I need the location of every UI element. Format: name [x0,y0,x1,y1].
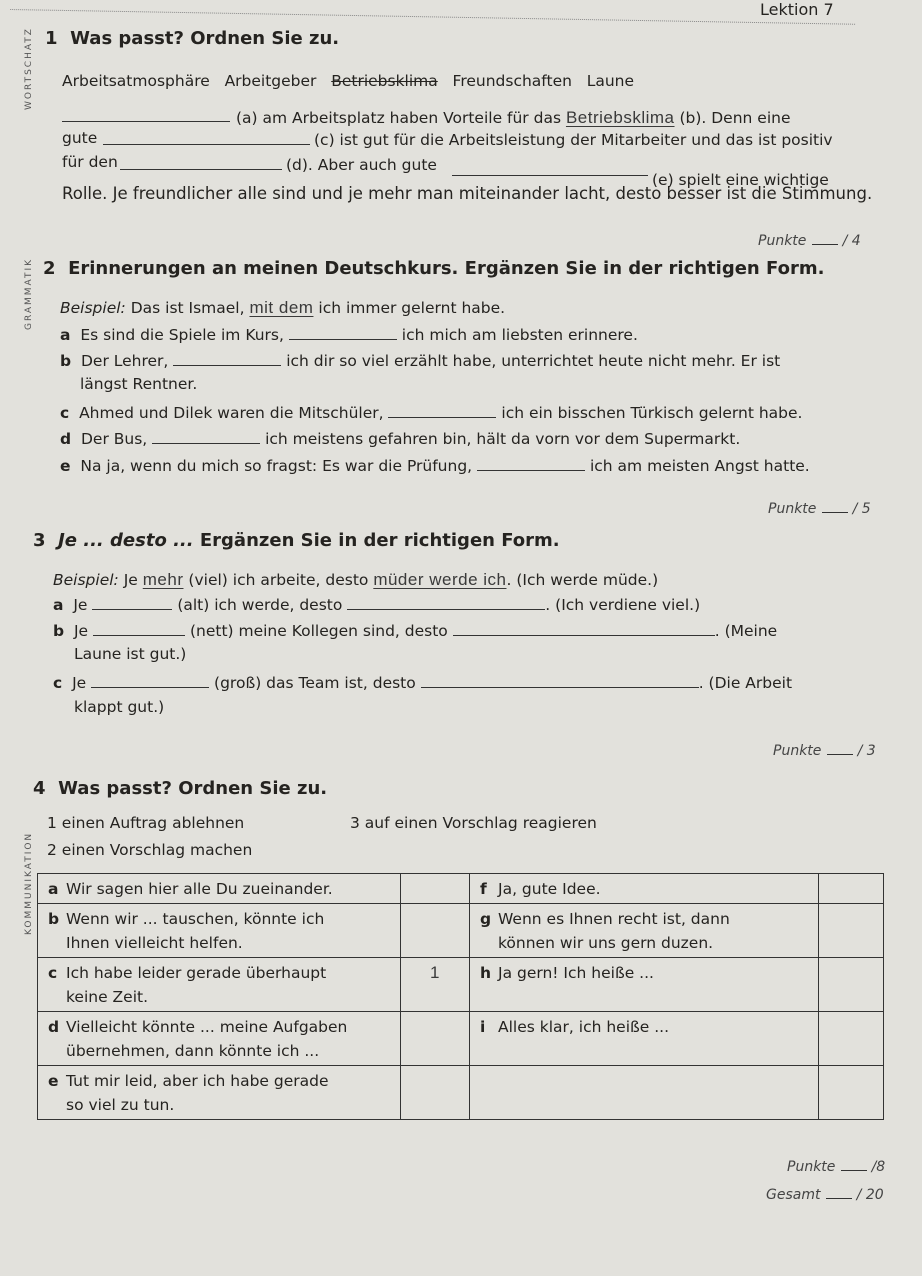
ex4-option-2: 2 einen Vorschlag machen [47,841,253,859]
ex2-blank-d[interactable] [152,431,260,444]
ex2-blank-a[interactable] [289,327,397,340]
exercise-1-title: 1 Was passt? Ordnen Sie zu. [45,28,340,49]
table-cell-right: g Wenn es Ihnen recht ist, dann können wir uns gern duzen. [470,904,819,958]
ex3-blank-c-1[interactable] [91,675,209,688]
word-bank-item: Freundschaften [452,72,572,90]
ex3-blank-a-1[interactable] [92,597,172,610]
answer-cell[interactable] [401,958,470,1012]
ex1-line-2-start: gute [62,129,98,147]
ex3-item-c-cont: klappt gut.) [74,698,165,716]
ex3-blank-b-2[interactable] [453,623,715,636]
ex1-word-bank [62,72,634,90]
exercise-4-title: 4 Was passt? Ordnen Sie zu. [33,778,328,799]
answer-cell[interactable] [819,1012,884,1066]
ex2-score: Punkte / 5 [768,501,871,517]
table-row [38,1012,884,1066]
side-label-grammatik: GRAMMATIK [24,257,34,330]
table-row [38,958,884,1012]
handwritten-answer: 1 [430,963,440,982]
ex2-blank-c[interactable] [388,405,496,418]
ex2-item-b-cont: längst Rentner. [80,375,198,393]
side-label-kommunikation: KOMMUNIKATION [24,831,34,935]
ex1-line-3-mid: (d). Aber auch gute [286,156,437,174]
ex2-blank-e[interactable] [477,458,585,471]
ex3-blank-a-2[interactable] [347,597,545,610]
table-cell-right [470,1066,819,1120]
word-bank-item-used: Betriebsklima [331,72,438,90]
ex2-item-d: d Der Bus, ich meistens gefahren bin, hält da vorn vor dem Supermarkt. [60,430,741,448]
ex1-blank-c[interactable] [103,132,310,145]
table-cell-left: e Tut mir leid, aber ich habe gerade so viel zu tun. [38,1066,401,1120]
table-row [38,874,884,904]
ex1-blank-e[interactable] [452,163,648,176]
ex2-item-e: e Na ja, wenn du mich so fragst: Es war die Prüfung, ich am meisten Angst hatte. [60,457,810,475]
ex1-line-1: (a) am Arbeitsplatz haben Vorteile für das Betriebsklima (b). Denn eine [236,108,791,127]
ex1-score: Punkte / 4 [758,233,861,249]
lesson-label: Lektion 7 [760,0,834,19]
ex3-blank-c-2[interactable] [421,675,699,688]
table-cell-left: c Ich habe leider gerade überhaupt keine Zeit. [38,958,401,1012]
answer-cell[interactable] [401,1066,470,1120]
ex4-option-3: 3 auf einen Vorschlag reagieren [350,814,597,832]
ex2-example: Beispiel: Das ist Ismael, mit dem ich immer gelernt habe. [60,298,506,317]
ex1-line-4: Rolle. Je freundlicher alle sind und je mehr man miteinander lacht, desto besser ist die Stimmung. [62,184,873,203]
ex1-line-3-start: für den [62,153,118,171]
ex1-line-2-end: (c) ist gut für die Arbeitsleistung der Mitarbeiter und das ist positiv [314,131,833,149]
ex2-blank-b[interactable] [173,353,281,366]
ex4-option-1: 1 einen Auftrag ablehnen [47,814,245,832]
ex1-blank-a[interactable] [62,109,230,122]
table-cell-right: i Alles klar, ich heiße ... [470,1012,819,1066]
answer-cell[interactable] [401,1012,470,1066]
answer-cell[interactable] [819,904,884,958]
side-label-wortschatz: WORTSCHATZ [24,27,34,110]
ex2-item-c: c Ahmed und Dilek waren die Mitschüler, ich ein bisschen Türkisch gelernt habe. [60,404,803,422]
table-row [38,904,884,958]
ex2-example-answer: mit dem [249,298,314,317]
ex3-example: Beispiel: Je mehr (viel) ich arbeite, desto müder werde ich. (Ich werde müde.) [53,570,659,589]
ex3-blank-b-1[interactable] [93,623,185,636]
answer-cell[interactable] [401,904,470,958]
ex3-item-c: c Je (groß) das Team ist, desto . (Die Arbeit [53,674,793,692]
word-bank-item: Arbeitgeber [224,72,317,90]
answer-cell[interactable] [819,958,884,1012]
ex3-example-answer-1: mehr [142,570,184,589]
ex3-item-b-cont: Laune ist gut.) [74,645,187,663]
ex3-example-answer-2: müder werde ich [373,570,507,589]
answer-cell[interactable] [819,874,884,904]
answer-cell[interactable] [819,1066,884,1120]
ex3-item-b: b Je (nett) meine Kollegen sind, desto . (Meine [53,622,778,640]
ex2-item-b: b Der Lehrer, ich dir so viel erzählt habe, unterrichtet heute nicht mehr. Er ist [60,352,781,370]
table-cell-left: b Wenn wir ... tauschen, könnte ich Ihnen vielleicht helfen. [38,904,401,958]
ex1-line-3-end: (e) spielt eine wichtige [652,171,829,189]
ex4-matching-table [37,873,884,1120]
ex2-item-a: a Es sind die Spiele im Kurs, ich mich am liebsten erinnere. [60,326,638,344]
answer-cell[interactable] [401,874,470,904]
table-cell-left: d Vielleicht könnte ... meine Aufgaben übernehmen, dann könnte ich ... [38,1012,401,1066]
table-row [38,1066,884,1120]
ex3-score: Punkte / 3 [773,743,876,759]
table-cell-right: h Ja gern! Ich heiße ... [470,958,819,1012]
total-score: Gesamt / 20 [766,1187,884,1203]
ex4-score: Punkte /8 [787,1159,886,1175]
word-bank-item: Arbeitsatmosphäre [62,72,210,90]
word-bank-item: Laune [586,72,635,90]
ex1-answer-b: Betriebsklima [565,108,675,127]
exercise-3-title: 3 Je ... desto ... Ergänzen Sie in der richtigen Form. [33,530,560,551]
ex3-item-a: a Je (alt) ich werde, desto . (Ich verdiene viel.) [53,596,701,614]
ex1-blank-d[interactable] [120,157,282,170]
table-cell-right: f Ja, gute Idee. [470,874,819,904]
exercise-2-title: 2 Erinnerungen an meinen Deutschkurs. Ergänzen Sie in der richtigen Form. [43,258,825,279]
table-cell-left: a Wir sagen hier alle Du zueinander. [38,874,401,904]
